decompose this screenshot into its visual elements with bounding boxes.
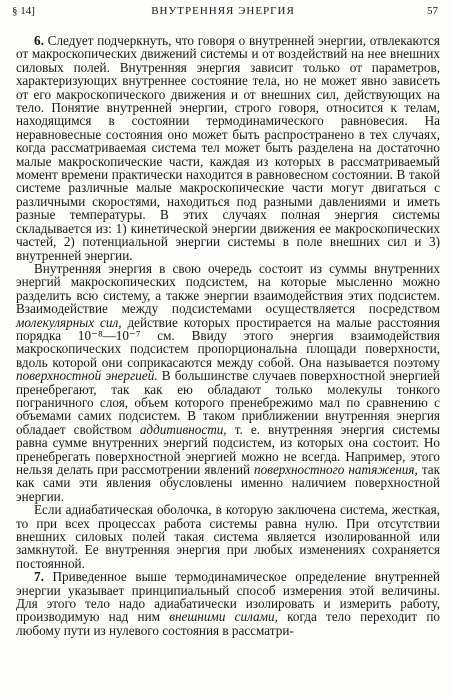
paragraph-text: Если адиабатическая оболочка, в которую заключена система, жесткая, то при всех процессах работа системы равна нулю. При отсутствии внешних силовых полей такая система является изолированной или замкнутой. Ее внутренняя энергия при любых изменениях сохраняется постоянной.: [16, 502, 440, 571]
paragraph-text: Следует подчеркнуть, что говоря о внутренней энергии, отвлекаются от макроскопических движений системы и от воздействий на нее внешних силовых полей. Внутренняя энергия зависит только от параметров, характеризующих внутреннее состояние тела, но не может явно зависеть от его макроскопического движения и от внешних сил, действующих на тело. Понятие внутренней энергии, строго говоря, относится к телам, находящимся в состоянии термодинамического равновесия. На неравновесные состояния оно может быть распространено в тех случаях, когда рассматриваемая система тел может быть разделена на достаточно малые макроскопические части, каждая из которых в рассматриваемый момент времени практически находится в равновесном состоянии. В такой системе различные малые макроскопические части могут двигаться с различными скоростями, находиться под разными давлениями и иметь разные температуры. В этих случаях полная энергия системы складывается из: 1) кинетической энергии движения ее макроскопических частей, 2) потенциальной энергии системы в поле внешних сил и 3) внутренней энергии.: [16, 33, 440, 263]
item-number: 7.: [34, 569, 44, 585]
paragraph-text: действие которых простирается на малые расстояния порядка 10⁻⁸—10⁻⁷ см. Ввиду этого энергия взаимодействия макроскопических подсистем пропорциональна площади поверхности, вдоль которой они соприкасаются между собой. Она называется поэтому: [16, 314, 440, 370]
emphasis-term: молекулярных сил,: [16, 314, 122, 330]
paragraph-text: В большинстве случаев поверхностной энергией пренебрегают, так как ею обладают только молекулы тонкого пограничного слоя, объем которого пренебрежимо мал по сравнению с объемами самих подсистем. В таком приближении внутренняя энергия обладает свойством: [16, 368, 440, 437]
body-text: [16, 34, 440, 637]
item-number: 6.: [34, 33, 44, 48]
paragraph-text: когда тело переходит по любому пути из нулевого состояния в рассматри-: [16, 609, 440, 638]
emphasis-term: внешними силами,: [169, 609, 278, 625]
section-reference: § 14]: [12, 5, 35, 17]
running-title: ВНУТРЕННЯЯ ЭНЕРГИЯ: [151, 5, 295, 17]
emphasis-term: поверхностной энергией.: [16, 368, 158, 384]
paragraph-adiabatic-shell: [16, 503, 440, 570]
paragraph-text: так как сами эти явления обусловлены именно наличием поверхностной энергии.: [16, 462, 441, 504]
page-number: 57: [427, 5, 438, 17]
paragraph-7: [16, 570, 440, 637]
running-header: [8, 5, 438, 23]
paragraph-text: Внутренняя энергия в свою очередь состоит из суммы внутренних энергий макроскопических подсистем, на которые мысленно можно разделить всю систему, а также энергии взаимодействия этих подсистем. Взаимодействие между подсистемами осуществляется посредством: [16, 260, 440, 317]
paragraph-6: [16, 34, 440, 262]
paragraph-text: т. е. внутренняя энергия системы равна сумме внутренних энергий подсистем, из которых она состоит. Но пренебрегать поверхностной энергией можно не всегда. Например, этого нельзя делать при рассмотрении явлений: [16, 421, 440, 477]
emphasis-term: аддитивности,: [139, 421, 227, 437]
paragraph-text: Приведенное выше термодинамическое определение внутренней энергии указывает принципиальный способ измерения этой величины. Для этого тело надо адиабатически изолировать и измерить работу, производимую над ним: [16, 569, 440, 625]
paragraph-internal-energy-composition: [16, 262, 440, 503]
emphasis-term: поверхностного натяжения,: [254, 462, 418, 477]
